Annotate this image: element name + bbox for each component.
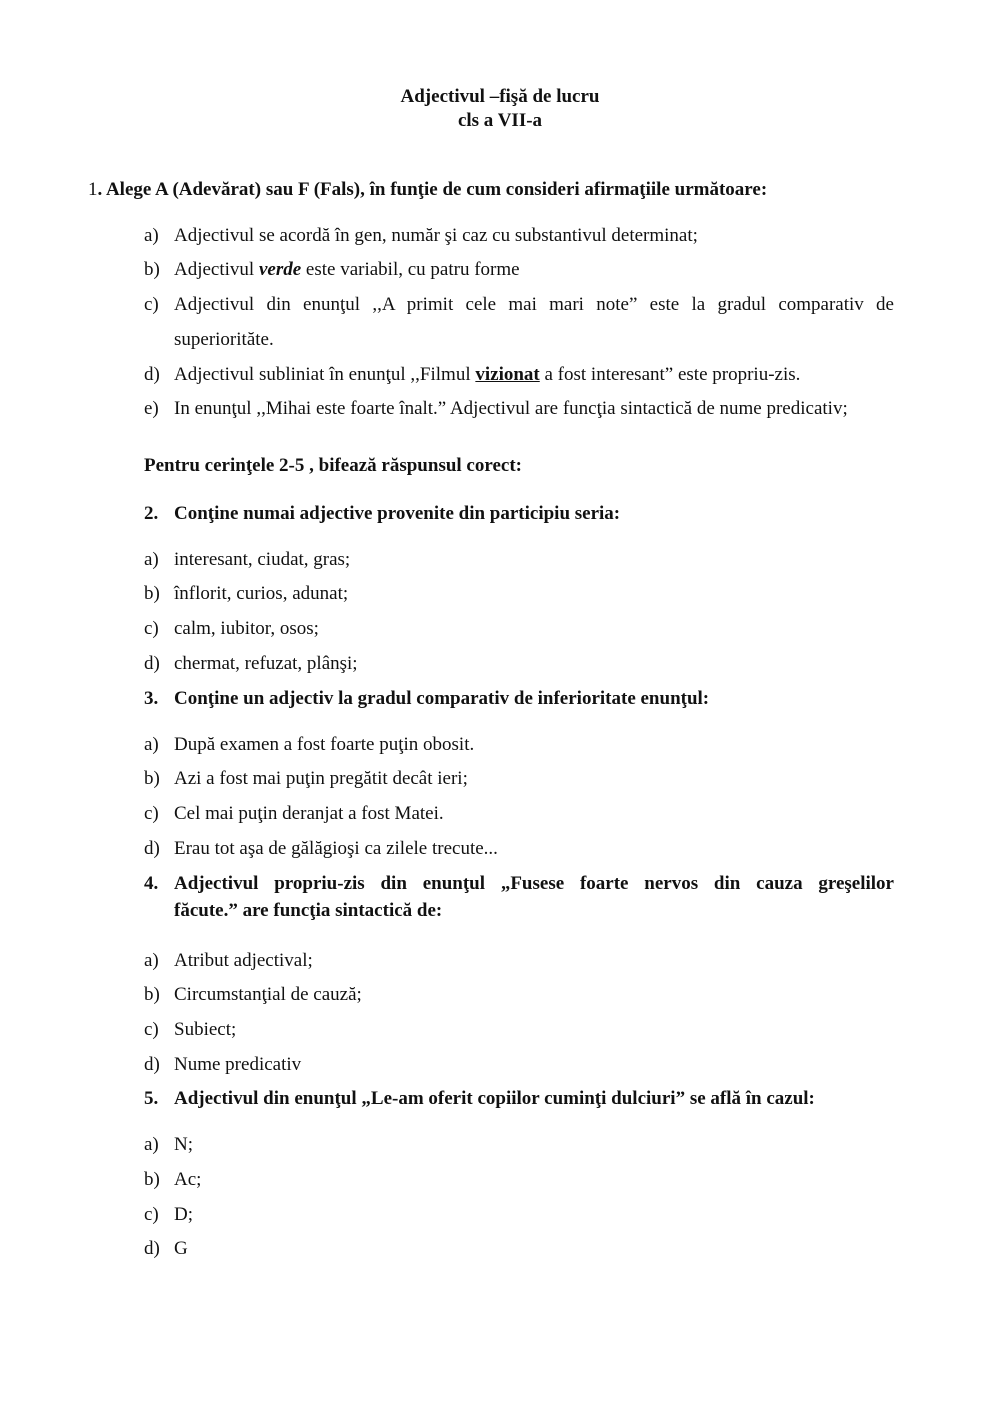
option-text: Cel mai puţin deranjat a fost Matei. [174,803,444,824]
question-1-number: 1 [88,179,98,200]
option-text: N; [174,1134,193,1155]
item-label: b) [144,259,160,280]
option-label: b) [144,768,160,789]
item-label: c) [144,294,159,315]
question-4-heading [144,873,894,896]
question-1-item-c [144,294,894,317]
page-title: Adjectivul –fişă de lucru [400,86,600,107]
question-3-option-a[interactable] [144,734,894,757]
option-text: Ac; [174,1169,202,1190]
question-2-option-c[interactable] [144,618,894,641]
question-text-line-1: Adjectivul propriu-zis din enunţul „Fusese foarte nervos din cauza greşelilor [174,873,894,894]
option-label: b) [144,1169,160,1190]
question-text: Adjectivul din enunţul „Le-am oferit copiilor cuminţi dulciuri” se află în cazul: [174,1088,815,1109]
question-1-item-e [144,398,894,421]
option-label: b) [144,583,160,604]
option-text: Nume predicativ [174,1054,302,1075]
question-5-option-d[interactable] [144,1238,894,1261]
option-text: G [174,1238,188,1259]
question-5-option-b[interactable] [144,1169,894,1192]
option-text: Subiect; [174,1019,237,1040]
option-label: d) [144,1054,160,1075]
question-text-line-2: făcute.” are funcţia sintactică de: [174,900,443,921]
option-text: Circumstanţial de cauză; [174,984,362,1005]
question-4-option-a[interactable] [144,950,894,973]
option-text: După examen a fost foarte puţin obosit. [174,734,475,755]
question-4-option-b[interactable] [144,984,894,1007]
question-number: 4. [144,873,159,894]
question-2-option-b[interactable] [144,583,894,606]
item-text-line-1: Adjectivul din enunţul ,,A primit cele mai mari note” este la gradul comparativ de [174,294,894,315]
item-text: Adjectivul verde este variabil, cu patru forme [174,259,520,280]
option-text: înflorit, curios, adunat; [174,583,349,604]
question-3-option-c[interactable] [144,803,894,826]
option-text: calm, iubitor, osos; [174,618,319,639]
option-label: d) [144,838,160,859]
emphasized-word: verde [258,259,302,280]
question-number: 5. [144,1088,159,1109]
question-text: Conţine numai adjective provenite din participiu seria: [174,503,621,524]
question-1-item-a [144,225,894,248]
option-text: interesant, ciudat, gras; [174,549,351,570]
question-2-option-a[interactable] [144,549,894,572]
question-2-heading [144,503,894,526]
question-5-heading [144,1088,894,1111]
underlined-word: vizionat [475,364,540,385]
option-label: a) [144,549,159,570]
question-1-text: . Alege A (Adevărat) sau F (Fals), în funţie de cum consideri afirmaţiile următoare: [97,179,768,200]
item-text: In enunţul ,,Mihai este foarte înalt.” Adjectivul are funcţia sintactică de nume predicativ; [174,398,848,419]
question-5-option-a[interactable] [144,1134,894,1157]
option-text: Erau tot aşa de gălăgioşi ca zilele trecute... [174,838,498,859]
item-text: Adjectivul se acordă în gen, număr şi caz cu substantivul determinat; [174,225,698,246]
option-text: Azi a fost mai puţin pregătit decât ieri; [174,768,468,789]
instructions: Pentru cerinţele 2-5 , bifează răspunsul corect: [144,455,522,476]
option-label: c) [144,1204,159,1225]
question-1-item-d [144,364,894,387]
item-label: a) [144,225,159,246]
option-text: D; [174,1204,193,1225]
question-text: Conţine un adjectiv la gradul comparativ de inferioritate enunţul: [174,688,710,709]
option-label: d) [144,1238,160,1259]
item-label: d) [144,364,160,385]
question-4-option-c[interactable] [144,1019,894,1042]
question-2-option-d[interactable] [144,653,894,676]
option-label: c) [144,1019,159,1040]
question-1-item-c-continuation [144,329,894,352]
question-number: 3. [144,688,159,709]
question-number: 2. [144,503,159,524]
question-4-heading-continuation [144,900,894,923]
option-label: b) [144,984,160,1005]
question-5-option-c[interactable] [144,1204,894,1227]
question-3-heading [144,688,894,711]
option-label: c) [144,803,159,824]
option-text: chermat, refuzat, plânşi; [174,653,358,674]
item-text: Adjectivul subliniat în enunţul ,,Filmul vizionat a fost interesant” este propriu-zis. [174,364,801,385]
option-label: c) [144,618,159,639]
option-label: a) [144,950,159,971]
option-label: d) [144,653,160,674]
question-3-option-d[interactable] [144,838,894,861]
option-label: a) [144,1134,159,1155]
question-3-option-b[interactable] [144,768,894,791]
option-label: a) [144,734,159,755]
item-text-line-2: superiorităte. [174,329,274,350]
page-subtitle: cls a VII-a [457,110,543,131]
question-1-heading [88,179,908,202]
item-label: e) [144,398,159,419]
option-text: Atribut adjectival; [174,950,313,971]
question-4-option-d[interactable] [144,1054,894,1077]
question-1-item-b [144,259,894,282]
